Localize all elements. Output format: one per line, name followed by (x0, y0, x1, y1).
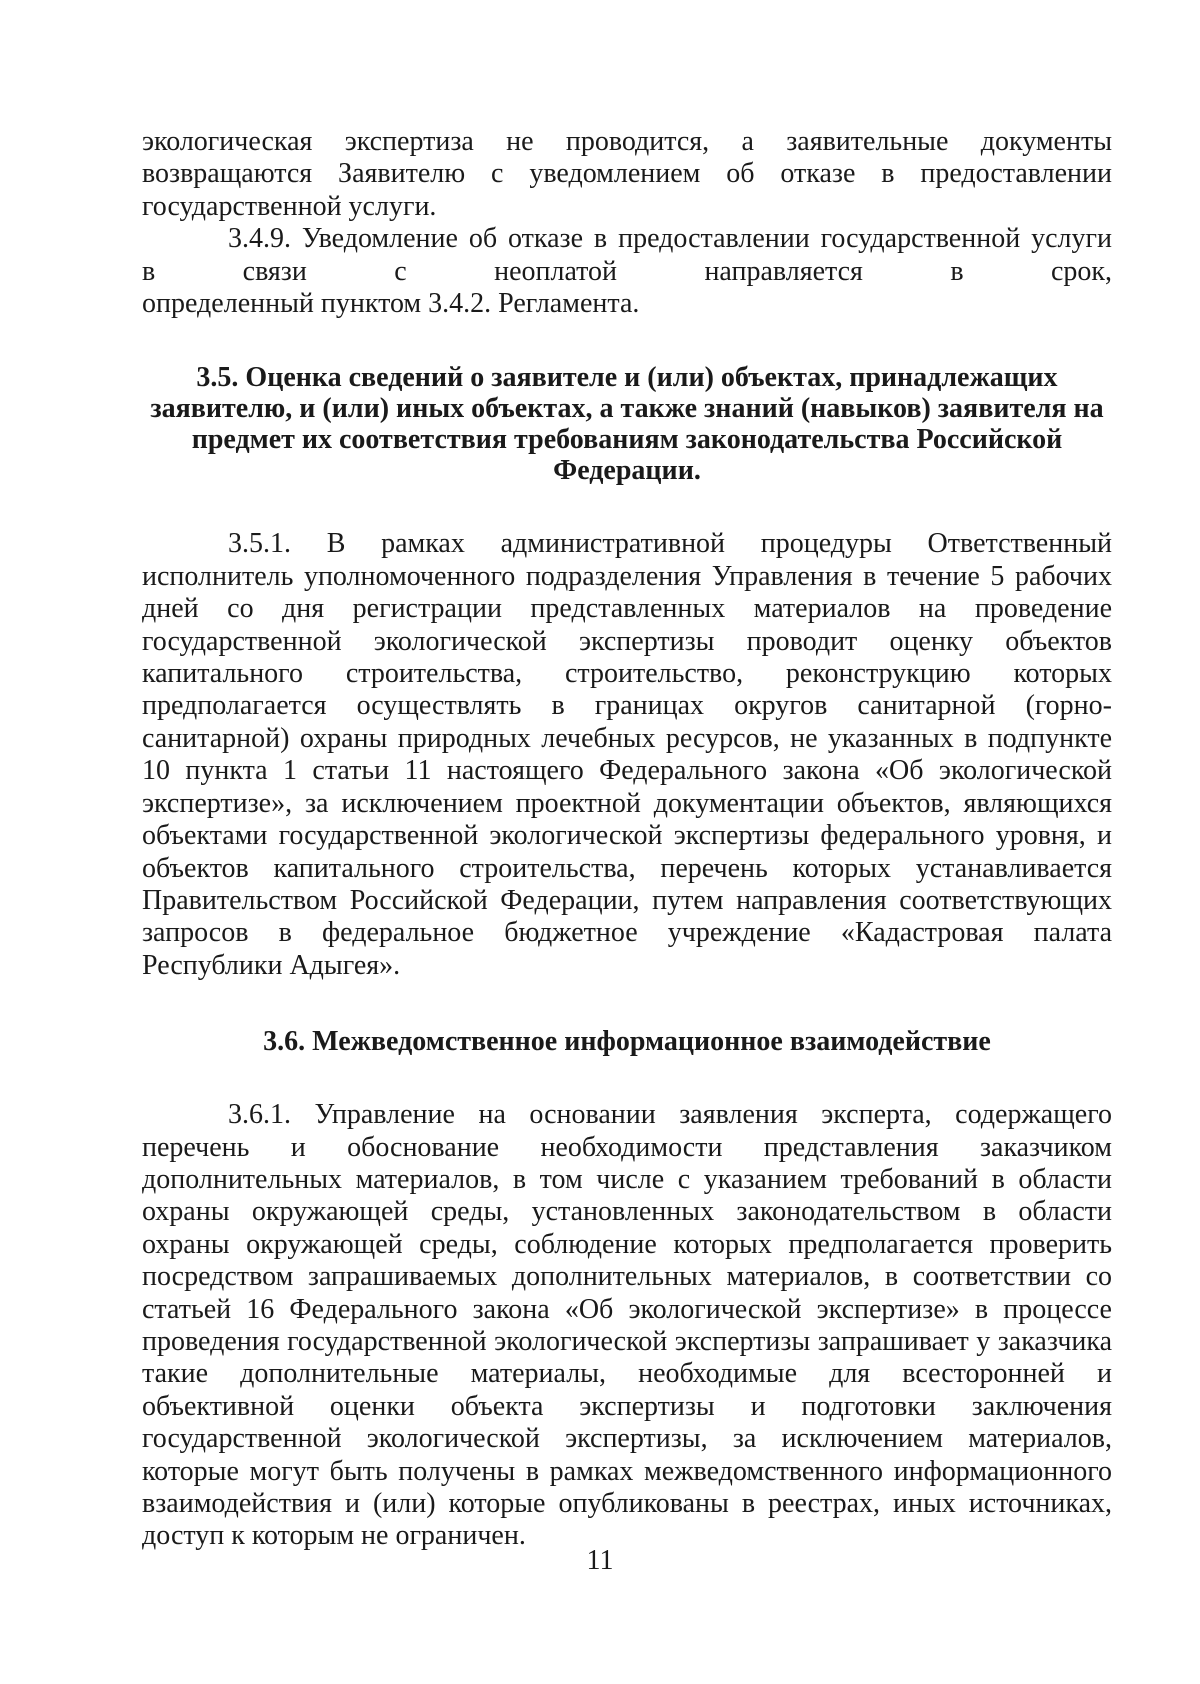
paragraph-3-5-1: 3.5.1. В рамках административной процедуры Ответственный исполнитель уполномоченного подразделения Управления в течение 5 рабочих дней со дня регистрации представленных материалов на проведение государственной экологической экспертизы проводит оценку объектов капитального строительства, строительство, реконструкцию которых предполагается осуществлять в границах округов санитарной (горно-санитарной) охраны природных лечебных ресурсов, не указанных в подпункте 10 пункта 1 статьи 11 настоящего Федерального закона «Об экологической экспертизе», за исключением проектной документации объектов, являющихся объектами государственной экологической экспертизы федерального уровня, и объектов капитального строительства, перечень которых устанавливается Правительством Российской Федерации, путем направления соответствующих запросов в федеральное бюджетное учреждение «Кадастровая палата Республики Адыгея». (142, 528, 1112, 981)
paragraph-3-4-9-line-2: в связи с неоплатой направляется в срок, (142, 255, 1112, 287)
paragraph-3-4-9-line-3: определенный пунктом 3.4.2. Регламента. (142, 288, 640, 320)
document-body (142, 126, 1112, 1553)
section-heading-3-6: 3.6. Межведомственное информационное взаимодействие (263, 1026, 991, 1058)
paragraph-3-4-9-line-1: 3.4.9. Уведомление об отказе в предоставлении государственной услуги (228, 223, 1112, 255)
page-number: 11 (586, 1545, 614, 1576)
paragraph-continuation: экологическая экспертиза не проводится, а заявительные документы возвращаются Заявителю с уведомлением об отказе в предоставлении государственной услуги. (142, 126, 1112, 222)
paragraph-3-6-1: 3.6.1. Управление на основании заявления эксперта, содержащего перечень и обоснование необходимости представления заказчиком дополнительных материалов, в том числе с указанием требований в области охраны окружающей среды, установленных законодательством в области охраны окружающей среды, соблюдение которых предполагается проверить посредством запрашиваемых дополнительных материалов, в соответствии со статьей 16 Федерального закона «Об экологической экспертизе» в процессе проведения государственной экологической экспертизы запрашивает у заказчика такие дополнительные материалы, необходимые для всесторонней и объективной оценки объекта экспертизы и подготовки заключения государственной экологической экспертизы, за исключением материалов, которые могут быть получены в рамках межведомственного информационного взаимодействия и (или) которые опубликованы в реестрах, иных источниках, доступ к которым не ограничен. (142, 1099, 1112, 1552)
section-heading-3-5: 3.5. Оценка сведений о заявителе и (или) объектах, принадлежащих заявителю, и (или) иных объектах, а также знаний (навыков) заявителя на предмет их соответствия требованиям законодательства Российской Федерации. (150, 362, 1104, 487)
